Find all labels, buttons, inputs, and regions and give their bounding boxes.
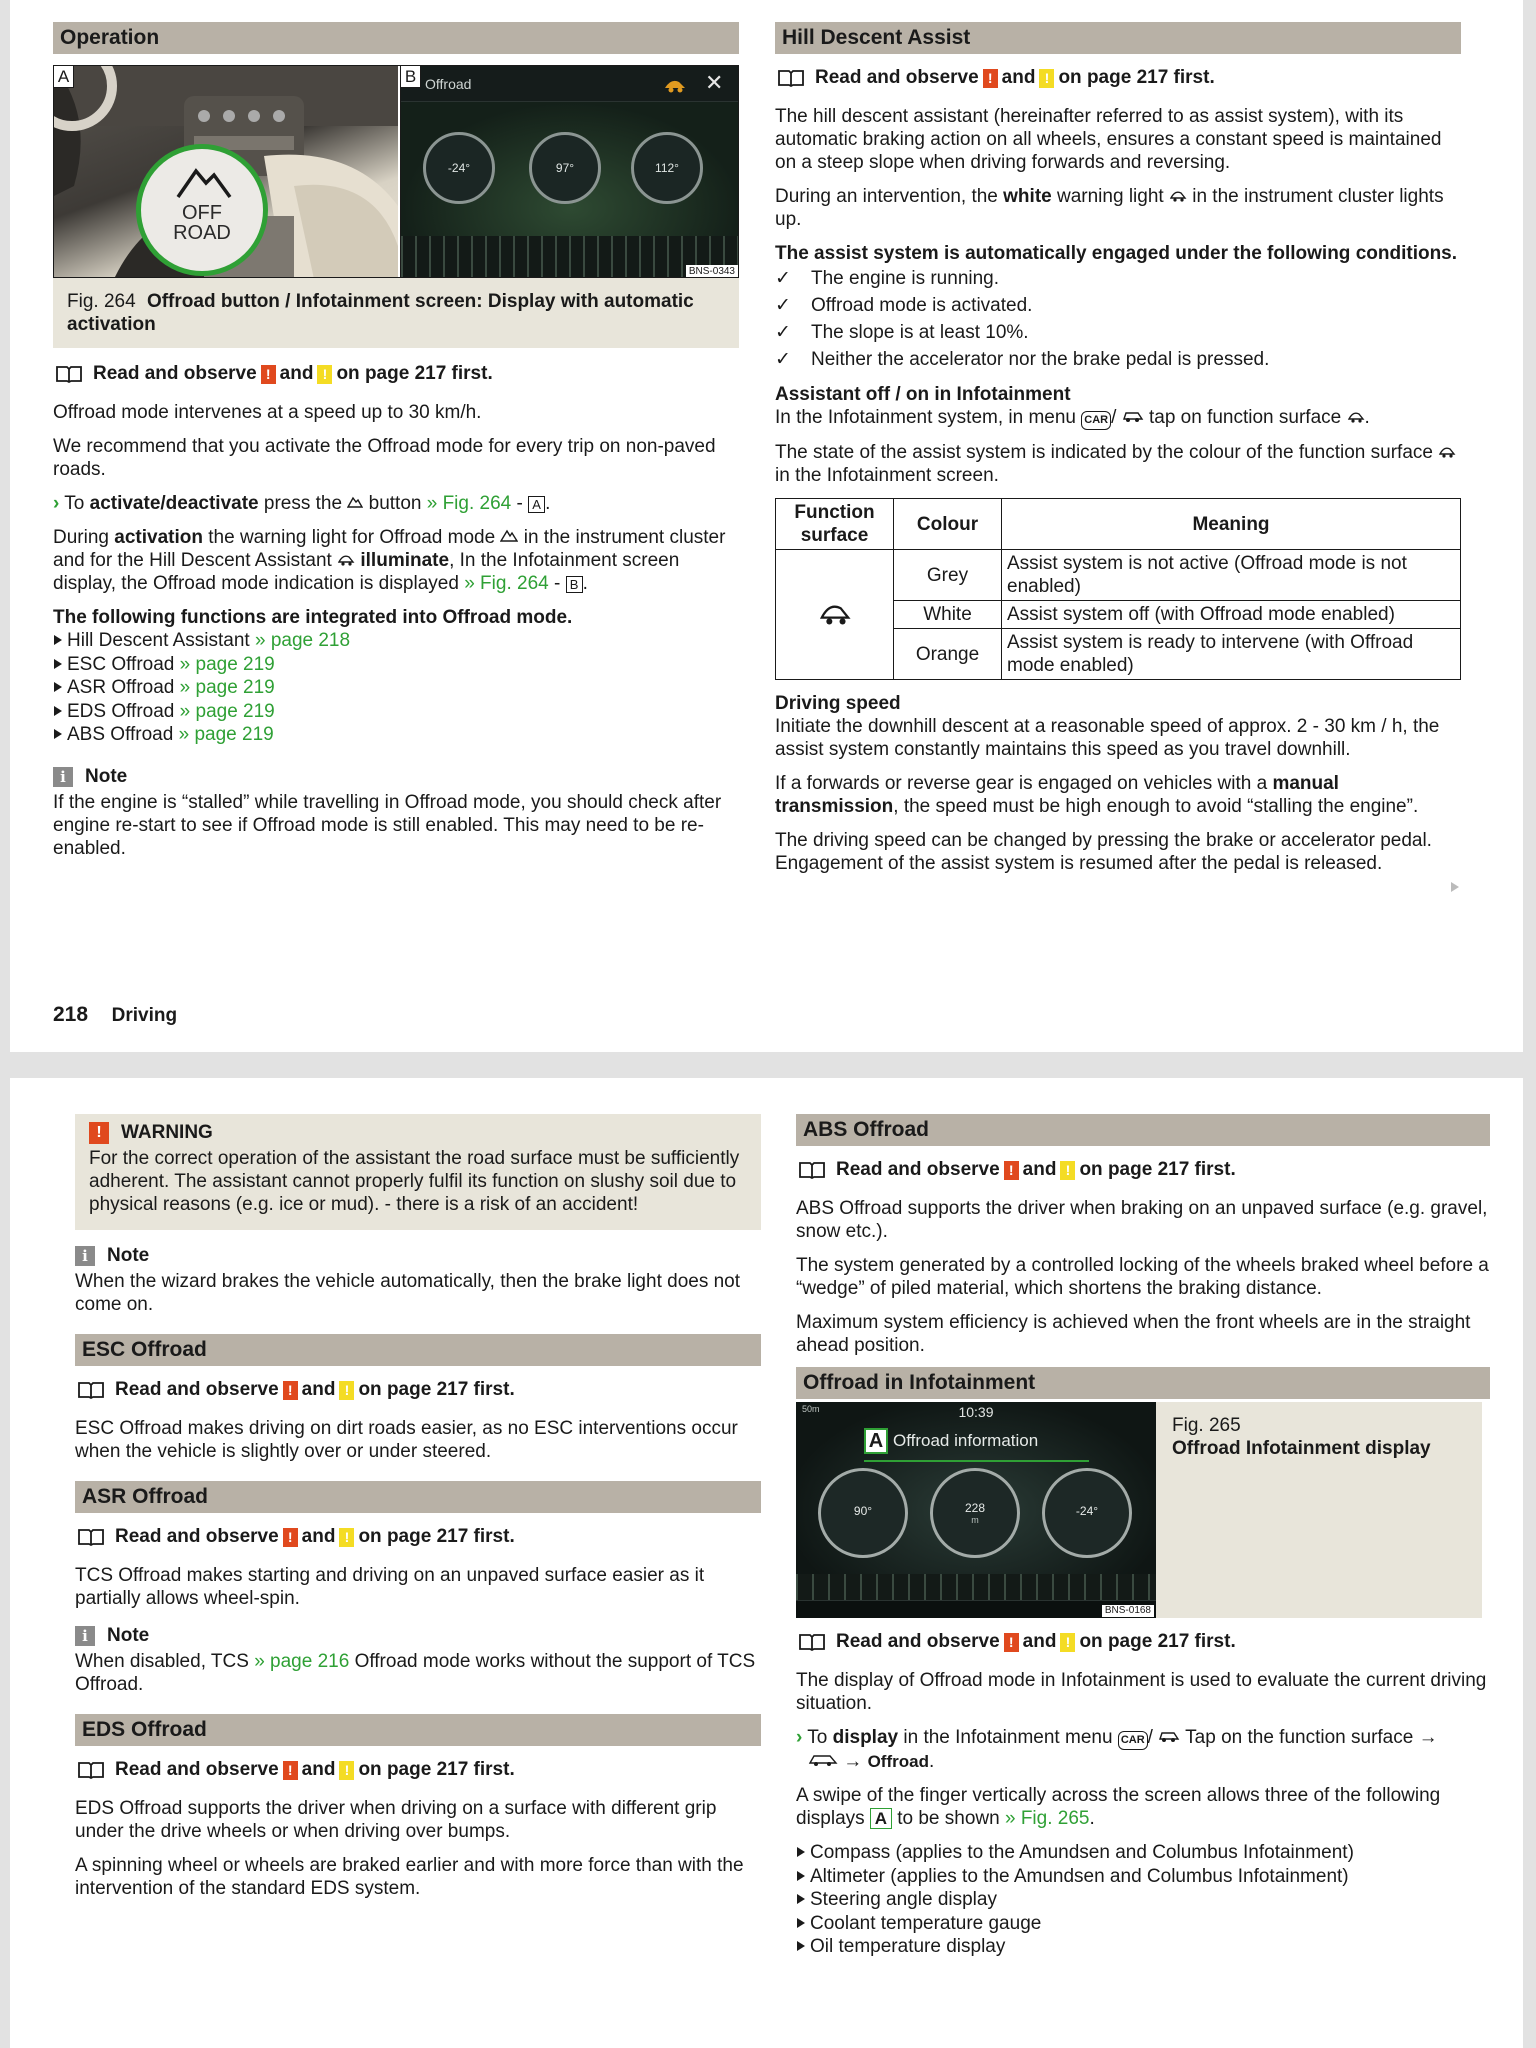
hill-descent-light-icon [337,549,355,572]
offroad-speed-text: Offroad mode intervenes at a speed up to 30 km/h. [53,402,482,423]
read-observe-text: Read and observe [93,363,257,384]
caution-mark-icon: ! [339,1381,354,1400]
function-surface-cell [776,550,894,680]
warning-mark-icon: ! [983,69,998,88]
function-surface-table [775,498,1461,680]
check-icon: ✓ [775,268,791,289]
screen-close-icon: ✕ [705,70,724,95]
warning-mark-icon: ! [283,1528,298,1547]
fig-caption-text: Offroad Infotainment display [1172,1438,1431,1459]
screen-heading-row [864,1428,1038,1454]
colour-cell: Orange [894,629,1002,680]
manual-page-218 [10,0,1523,1052]
warning-icon: ! [89,1122,109,1144]
colour-cell: Grey [894,550,1002,601]
list-item [53,700,739,724]
offroad-vehicle-icon [808,1750,838,1773]
disp-b: Tap on the function surface → [1185,1727,1438,1748]
condition-text: Neither the accelerator nor the brake pedal is pressed. [811,349,1270,370]
disp-bold: display [832,1727,899,1748]
check-icon: ✓ [775,349,791,370]
warning-label: WARNING [121,1122,213,1143]
asr-text: TCS Offroad makes starting and driving on an unpaved surface easier as it partially allows wheel-spin. [75,1565,705,1609]
offroad-button-line2: ROAD [173,222,231,244]
swipe-end: . [1089,1808,1095,1829]
note-label: Note [107,1245,150,1266]
driving-speed-text: Initiate the downhill descent at a reasonable speed of approx. 2 - 30 km / h, the assist system constantly maintains this speed as you travel downhill. [775,716,1440,760]
warning-mark-icon: ! [1004,1161,1019,1180]
section-title-eds: EDS Offroad [75,1714,761,1746]
screen-heading-underline [864,1460,1089,1462]
esc-text: ESC Offroad makes driving on dirt roads easier, as no ESC interventions occur when the vehicle is slightly over or under steered. [75,1418,738,1462]
info-icon: i [75,1626,95,1646]
note-text [75,1650,761,1696]
assist-d: . [1364,407,1370,428]
disp-a: in the Infotainment menu [903,1727,1113,1748]
note-heading [53,765,739,789]
fig-caption-num: Fig. 264 [67,291,136,312]
during-4: , In the Infotainment screen display, the Offroad mode indication is displayed [53,550,680,594]
warning-heading [89,1122,747,1144]
steering-value: -24° [1075,1504,1099,1518]
read-page-text: on page 217 first. [1079,1631,1236,1652]
info-icon: i [53,767,73,787]
hill-descent-surface-icon [1347,406,1365,429]
fig-264-link[interactable]: » Fig. 264 [426,493,512,514]
section-title-infotainment: Offroad in Infotainment [796,1367,1490,1399]
read-page-text: on page 217 first. [1079,1159,1236,1180]
read-observe-line [796,1630,1490,1654]
car-menu-icon: CAR [1081,411,1111,430]
screen-time: 10:39 [958,1404,994,1420]
speed-change-text: The driving speed can be changed by pressing the brake or accelerator pedal. Engagement of the assist system is resumed after the pedal is released. [775,830,1432,874]
figure-code: BNS-0343 [686,265,738,278]
right-column [796,1114,1490,1959]
read-page-text: on page 217 first. [358,1379,515,1400]
p2-bold: white [1003,186,1052,207]
hill-descent-surface-icon [1438,441,1456,464]
during-3: in the instrument cluster and for the Hill Descent Assistant [53,527,726,571]
act-pre: To [64,493,85,514]
figure-264-part-b [400,66,739,278]
read-observe-line [53,362,739,386]
read-observe-text: Read and observe [115,1759,279,1780]
page-link[interactable]: » page 218 [254,630,351,651]
act-mid: press the [263,493,343,514]
figure-265-caption [1172,1414,1472,1460]
screen-status-temp: 50m [802,1404,820,1414]
during-bold2: illuminate [360,550,450,571]
disp-to: To [807,1727,828,1748]
read-observe-line [775,66,1467,90]
section-title-abs: ABS Offroad [796,1114,1490,1146]
condition-text: The engine is running. [811,268,1000,289]
screen-heading: Offroad information [893,1431,1039,1450]
table-header-row [776,499,1461,550]
screen-floor-grid [796,1574,1156,1600]
list-item: Oil temperature display [796,1935,1490,1959]
figure-code: BNS-0168 [1102,1605,1154,1617]
assist-a: In the Infotainment system, in menu [775,407,1076,428]
table-header: Function surface [776,499,894,550]
state-text [775,441,1467,487]
state-b: in the Infotainment screen. [775,465,999,486]
display-instruction [796,1726,1490,1773]
during-2: the warning light for Offroad mode [208,527,496,548]
list-item [53,629,739,653]
offroad-recommend-text: We recommend that you activate the Offroad mode for every trip on non-paved roads. [53,436,716,480]
vehicle-settings-icon [1122,406,1144,429]
hill-descent-light-icon [1169,185,1187,208]
book-icon [77,1761,105,1779]
offroad-button-line1: OFF [182,202,222,224]
func-label: ESC Offroad [67,653,175,675]
fig-caption-num: Fig. 265 [1172,1415,1241,1436]
page-link[interactable]: » page 219 [179,677,275,698]
note-heading [75,1624,761,1648]
warning-box [75,1114,761,1230]
activate-instruction: › To activate/deactivate press the button » Fig. 264 - A . [53,493,551,514]
act-bold: activate/deactivate [89,493,259,514]
list-item [775,292,1467,319]
driving-speed-heading: Driving speed [775,693,901,714]
manual-page-219 [10,1078,1523,2048]
speed-p2b: , the speed must be high enough to avoid “stalling the engine”. [893,796,1419,817]
page-link[interactable]: » page 219 [179,700,275,722]
gauge-3-value: 112° [655,161,679,175]
section-title-esc: ESC Offroad [75,1334,761,1366]
read-and-text: and [301,1379,336,1400]
read-observe-text: Read and observe [836,1159,1000,1180]
chapter-label: Driving [111,1005,178,1026]
right-column [775,22,1467,886]
note2-a: When disabled, TCS [75,1651,249,1672]
during-1: During [53,527,109,548]
screen-box-a: A [864,1428,888,1454]
book-icon [798,1161,826,1179]
gauge-1 [423,132,495,204]
meaning-cell: Assist system is not active (Offroad mode is not enabled) [1002,550,1461,601]
func-label: Hill Descent Assistant [67,630,250,651]
gauge-1-value: -24° [447,161,471,175]
box-b-marker: B [566,576,583,593]
offroad-button-icon [347,492,363,515]
figure-265 [796,1402,1482,1618]
screen-title: Offroad [425,76,472,92]
compass-gauge [818,1468,908,1558]
note-heading [75,1244,761,1268]
fig-265-link[interactable]: » Fig. 265 [1004,1808,1090,1829]
read-page-text: on page 217 first. [358,1526,515,1547]
caution-mark-icon: ! [1060,1633,1075,1652]
car-menu-icon: CAR [1118,1731,1148,1750]
read-observe-line [75,1758,761,1782]
swipe-a: A swipe of the finger vertically across the screen allows three of the following displays [796,1785,1441,1829]
warning-text: For the correct operation of the assistant the road surface must be sufficiently adherent. The assistant cannot properly fulfil its function on slushy soil due to physical reasons (e.g. ice or mud). - there is a risk of an accident! [89,1148,740,1215]
abs-text-3: Maximum system efficiency is achieved when the front wheels are in the straight ahead position. [796,1312,1471,1356]
list-item: Altimeter (applies to the Amundsen and Columbus Infotainment) [796,1865,1490,1889]
eds-text-1: EDS Offroad supports the driver when driving on a surface with different grip under the drive wheels or when driving over bumps. [75,1798,717,1842]
colour-cell: White [894,601,1002,629]
gauge-3 [631,132,703,204]
figure-264 [53,65,739,278]
altimeter-unit: m [971,1515,979,1525]
caution-mark-icon: ! [339,1528,354,1547]
read-and-text: and [1022,1631,1057,1652]
read-observe-text: Read and observe [836,1631,1000,1652]
infotainment-screen [796,1402,1156,1618]
condition-text: The slope is at least 10%. [811,322,1029,343]
note-label: Note [85,765,128,787]
table-row [776,550,1461,601]
compass-value: 90° [853,1504,873,1518]
assist-c: tap on function surface [1148,407,1342,428]
read-and-text: and [1001,67,1036,88]
gauge-2-value: 97° [555,161,575,175]
box-a-marker: A [870,1808,892,1829]
swipe-b: to be shown [897,1808,1000,1829]
table-header: Colour [894,499,1002,550]
caution-mark-icon: ! [339,1761,354,1780]
warning-mark-icon: ! [261,365,276,384]
during-dash: - [548,573,566,594]
warning-mark-icon: ! [1004,1633,1019,1652]
read-and-text: and [279,363,314,384]
caution-mark-icon: ! [1039,69,1054,88]
list-item [53,723,739,747]
list-item [775,265,1467,292]
assist-heading: Assistant off / on in Infotainment [775,384,1071,405]
note-label: Note [107,1625,150,1646]
display-intro: The display of Offroad mode in Infotainment is used to evaluate the current driving situation. [796,1670,1487,1714]
act-button: button [368,493,422,514]
speed-p2-bold: manual transmission [775,773,1339,817]
list-item: Compass (applies to the Amundsen and Columbus Infotainment) [796,1841,1490,1865]
page-footer [53,1003,177,1027]
section-title-operation: Operation [53,22,739,54]
assist-text [775,406,1467,430]
warning-mark-icon: ! [283,1761,298,1780]
continue-arrow-icon [1451,882,1459,892]
read-and-text: and [1022,1159,1057,1180]
disp-slash: / [1147,1727,1153,1748]
table-header: Meaning [1002,499,1461,550]
read-observe-line [75,1378,761,1402]
list-item [53,676,739,700]
func-label: ASR Offroad [67,677,175,698]
note-text: When the wizard brakes the vehicle automatically, then the brake light does not come on. [75,1271,741,1315]
box-a-marker: A [528,496,545,513]
warning-mark-icon: ! [283,1381,298,1400]
read-page-text: on page 217 first. [1058,67,1215,88]
read-observe-line [796,1158,1490,1182]
fig-caption-text: Offroad button / Infotainment screen: Display with automatic activation [67,291,694,335]
altimeter-gauge [930,1468,1020,1558]
activation-description [53,526,739,595]
functions-heading: The following functions are integrated into Offroad mode. [53,607,573,628]
hill-descent-icon [663,74,687,94]
eds-text-2: A spinning wheel or wheels are braked earlier and with more force than with the intervention of the standard EDS system. [75,1855,744,1899]
altimeter-value: 228 [964,1501,986,1515]
caution-mark-icon: ! [317,365,332,384]
note2-b: Offroad mode works without the support of TCS Offroad. [75,1651,756,1695]
info-icon: i [75,1246,95,1266]
page-link[interactable]: » page 219 [178,724,274,745]
book-icon [777,69,805,87]
figure-letter-b: B [401,66,421,88]
fig-264-link-b[interactable]: » Fig. 264 [464,573,549,594]
state-a: The state of the assist system is indicated by the colour of the function surface [775,442,1433,463]
functions-list [53,629,739,747]
list-item: Steering angle display [796,1888,1490,1912]
read-observe-text: Read and observe [115,1379,279,1400]
conditions-list [775,265,1467,373]
offroad-button-callout [136,144,268,276]
disp-dot: . [928,1751,935,1772]
section-title-asr: ASR Offroad [75,1481,761,1513]
list-item: Coolant temperature gauge [796,1912,1490,1936]
read-page-text: on page 217 first. [358,1759,515,1780]
offroad-warning-light-icon [500,526,518,549]
list-item [775,346,1467,373]
read-observe-text: Read and observe [815,67,979,88]
read-page-text: on page 217 first. [336,363,493,384]
page-link[interactable]: » page 219 [179,653,275,675]
p2b: warning light [1057,186,1164,207]
func-label: ABS Offroad [67,724,174,745]
check-icon: ✓ [775,295,791,316]
book-icon [55,365,83,383]
list-item [775,319,1467,346]
page-number: 218 [53,1003,89,1026]
p2a: During an intervention, the [775,186,998,207]
read-and-text: and [301,1759,336,1780]
steering-gauge [1042,1468,1132,1558]
during-end: . [582,573,588,594]
disp-offroad: Offroad [867,1752,929,1771]
manual-transmission-text [775,772,1467,818]
hill-descent-intervention [775,185,1467,231]
speed-p2a: If a forwards or reverse gear is engaged on vehicles with a [775,773,1268,794]
act-dash: - [511,493,529,514]
figure-letter-a: A [54,66,74,88]
check-icon: ✓ [775,322,791,343]
instruction-chevron-icon: › [796,1727,803,1748]
figure-264-part-a [54,66,398,278]
left-column [53,22,739,871]
hill-descent-intro: The hill descent assistant (hereinafter referred to as assist system), with its automatic braking action on all wheels, ensures a constant speed is maintained on a steep slope when driving forwards and reversing. [775,106,1442,173]
book-icon [798,1633,826,1651]
book-icon [77,1528,105,1546]
page-216-link[interactable]: » page 216 [254,1651,350,1672]
assist-slash: / [1111,407,1117,428]
p2c: in the instrument cluster lights up. [775,186,1444,230]
display-list [796,1841,1490,1959]
meaning-cell: Assist system off (with Offroad mode enabled) [1002,601,1461,629]
note-text: If the engine is “stalled” while travelling in Offroad mode, you should check after engine re-start to see if Offroad mode is still enabled. This may need to be re-enabled. [53,791,722,859]
abs-text-1: ABS Offroad supports the driver when braking on an unpaved surface (e.g. gravel, snow etc.). [796,1198,1488,1242]
hill-descent-surface-icon [818,598,852,632]
caution-mark-icon: ! [1060,1161,1075,1180]
disp-arrow: → [843,1751,863,1772]
func-label: EDS Offroad [67,700,175,722]
abs-text-2: The system generated by a controlled locking of the wheels braked wheel before a “wedge” of piled material, which shortens the braking distance. [796,1255,1489,1299]
instruction-chevron-icon: › [53,493,60,514]
meaning-cell: Assist system is ready to intervene (with Offroad mode enabled) [1002,629,1461,680]
mountain-icon [174,163,234,203]
figure-264-caption [53,278,739,348]
vehicle-settings-icon [1158,1726,1180,1749]
book-icon [77,1381,105,1399]
left-column [75,1114,761,1911]
swipe-text [796,1784,1490,1830]
conditions-heading: The assist system is automatically engaged under the following conditions. [775,243,1458,264]
list-item [53,653,739,677]
section-title-hill-descent: Hill Descent Assist [775,22,1461,54]
read-observe-text: Read and observe [115,1526,279,1547]
read-and-text: and [301,1526,336,1547]
during-bold: activation [114,527,203,548]
gauge-2 [529,132,601,204]
read-observe-line [75,1525,761,1549]
condition-text: Offroad mode is activated. [811,295,1033,316]
